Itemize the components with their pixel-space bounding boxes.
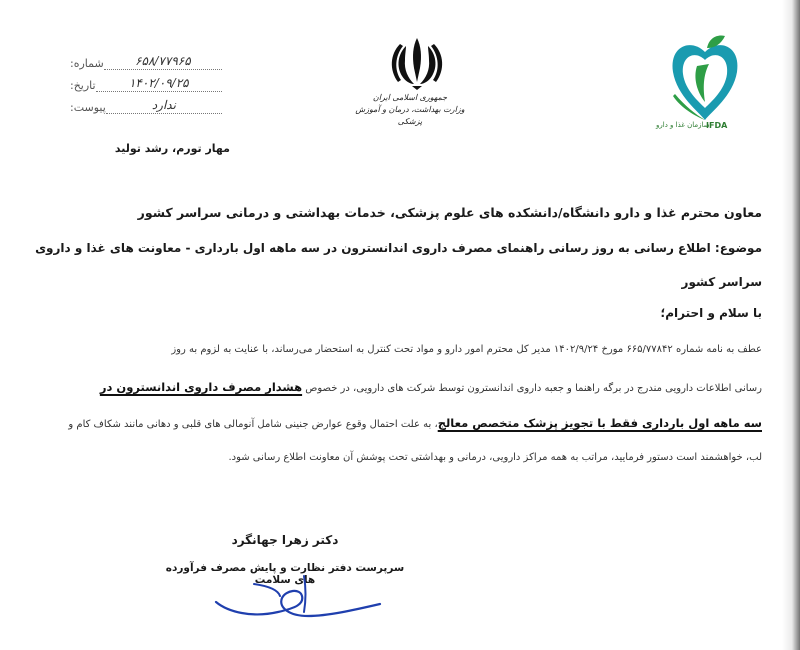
date-row: [62, 70, 222, 92]
photo-edge-shadow: [782, 0, 800, 650]
iran-emblem-icon: [372, 32, 462, 92]
warning-highlight-1: هشدار مصرف داروی اندانسترون در: [99, 380, 303, 394]
signatory-title: سرپرست دفتر نظارت و پایش مصرف فرآورده های سلامت: [165, 562, 405, 586]
number-label: شماره:: [70, 57, 104, 70]
paragraph-line-2: [100, 380, 762, 394]
letter-meta: [62, 48, 222, 114]
attachment-label: پیوست:: [70, 101, 106, 114]
addressee: معاون محترم غذا و دارو دانشگاه/دانشکده های علوم پزشکی، خدمات بهداشتی و درمانی سراسر کشور: [137, 205, 762, 220]
paragraph-line-4: لب، خواهشمند است دستور فرمایید، مراتب به همه مراکز دارویی، درمانی و بهداشتی تحت پوشش آن معاونت اطلاع رسانی شود.: [228, 452, 762, 463]
ministry-caption: [350, 92, 470, 128]
number-row: [62, 48, 222, 70]
attachment-row: [62, 92, 222, 114]
slogan-stamp: مهار تورم، رشد تولید: [114, 142, 230, 155]
ifda-logo-icon: [655, 30, 755, 130]
date-value: ۱۴۰۲/۰۹/۲۵: [96, 76, 222, 92]
number-value: ۶۵۸/۷۷۹۶۵: [104, 54, 222, 70]
ifda-name: سازمان غذا و دارو: [656, 121, 710, 129]
greeting: با سلام و احترام؛: [660, 306, 762, 320]
handwritten-signature-icon: [208, 566, 388, 636]
date-label: تاریخ:: [70, 79, 96, 92]
attachment-value: ندارد: [106, 98, 222, 114]
emblem-line-1: جمهوری اسلامی ایران: [372, 93, 448, 102]
signatory-name: دکتر زهرا جهانگرد: [231, 533, 339, 547]
subject-line-2: سراسر کشور: [681, 275, 762, 289]
paragraph-line-3: [68, 416, 762, 430]
ifda-abbr: IFDA: [706, 121, 728, 130]
warning-highlight-2: سه ماهه اول بارداری فقط با تجویز پزشک متخصص معالج: [437, 416, 762, 430]
paragraph-line-2-text: رسانی اطلاعات دارویی مندرج در برگه راهنما و جعبه داروی اندانسترون توسط شرکت های دارویی، در خصوص: [302, 383, 762, 394]
emblem-line-2: وزارت بهداشت، درمان و آموزش پزشکی: [355, 105, 465, 126]
paragraph-line-1: عطف به نامه شماره ۶۶۵/۷۷۸۴۲ مورخ ۱۴۰۲/۹/۲۴ مدیر کل محترم امور دارو و مواد تحت کنترل به استحضار می‌رساند، با عنایت به لزوم به روز: [171, 344, 762, 355]
subject-line-1: موضوع: اطلاع رسانی به روز رسانی راهنمای مصرف داروی اندانسترون در سه ماهه اول بارداری - معاونت های غذا و داروی: [35, 241, 762, 255]
paragraph-line-3-text: ، به علت احتمال وقوع عوارض جنینی شامل آنومالی های قلبی و دهانی مانند شکاف کام و: [68, 419, 438, 430]
